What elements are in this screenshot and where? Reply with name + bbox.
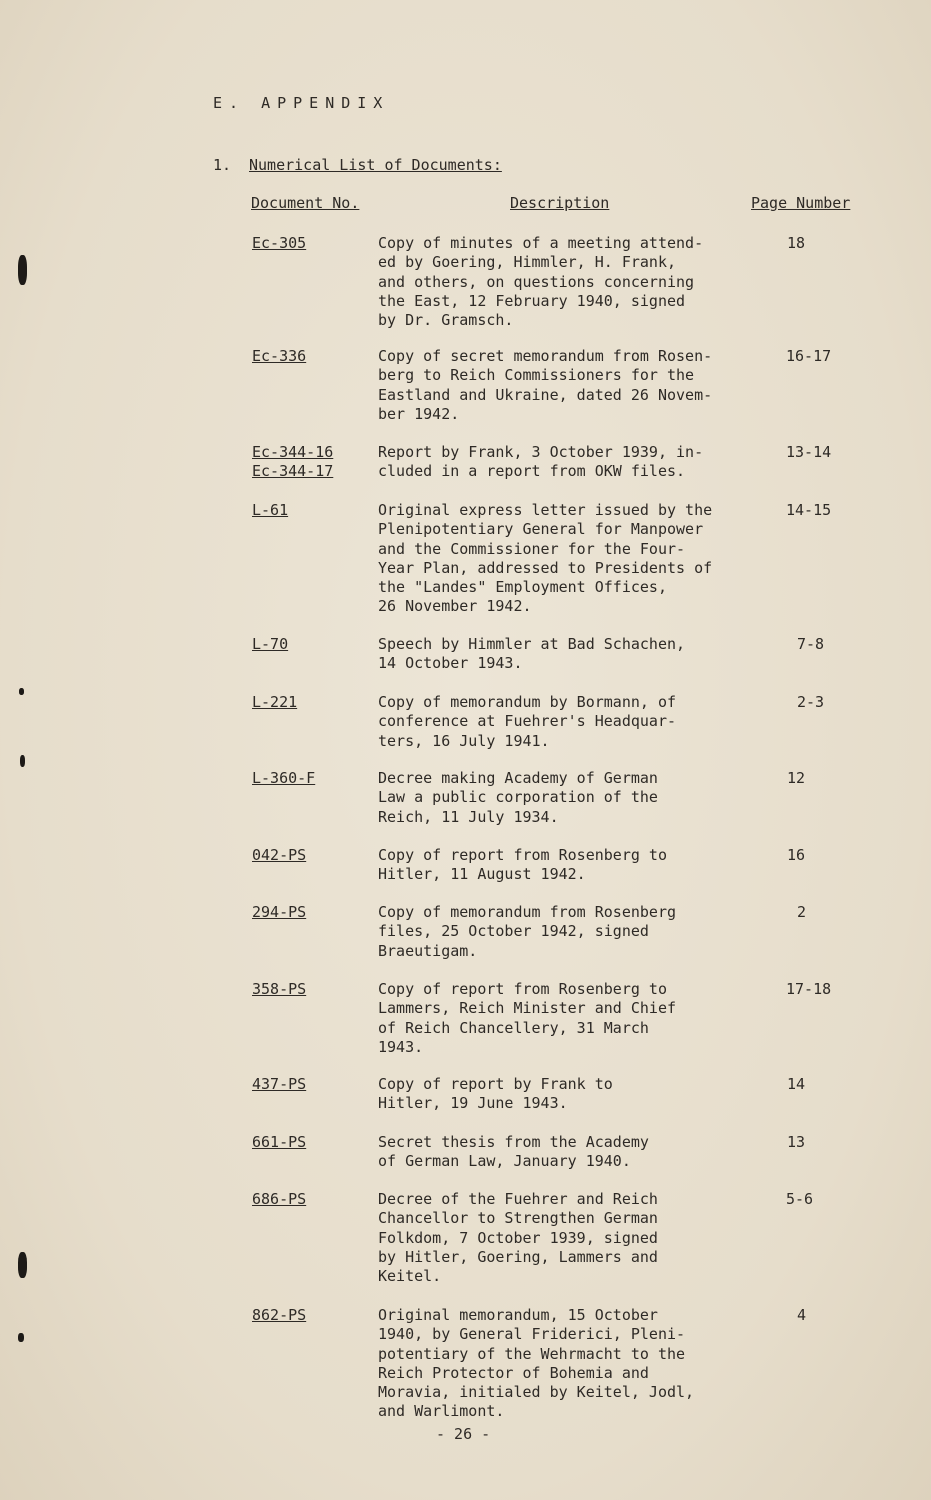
document-page-number: 7-8: [797, 635, 825, 653]
document-page-number: 12: [787, 769, 806, 787]
column-header-document-no: Document No.: [251, 194, 360, 212]
document-description: Report by Frank, 3 October 1939, in- cluded in a report from OKW files.: [378, 443, 704, 481]
document-page-number: 18: [787, 234, 806, 252]
document-page-number: 2: [797, 903, 807, 921]
document-description: Copy of minutes of a meeting attend- ed by Goering, Himmler, H. Frank, and others, on questions concerning the East, 12 February 1940, signed by Dr. Gramsch.: [378, 234, 704, 330]
document-page-number: 14-15: [786, 501, 832, 519]
document-description: Copy of secret memorandum from Rosen- berg to Reich Commissioners for the Eastland and Ukraine, dated 26 Novem- ber 1942.: [378, 347, 713, 423]
document-number: 358-PS: [252, 980, 307, 998]
document-page-number: 4: [797, 1306, 807, 1324]
document-number: 862-PS: [252, 1306, 307, 1324]
document-description: Copy of report by Frank to Hitler, 19 June 1943.: [378, 1075, 613, 1113]
list-heading: [213, 156, 502, 174]
binder-hole-mark: [19, 688, 24, 695]
document-description: Speech by Himmler at Bad Schachen, 14 October 1943.: [378, 635, 686, 673]
document-page-number: 13-14: [786, 443, 832, 461]
document-description: Original memorandum, 15 October 1940, by General Friderici, Pleni- potentiary of the Wehrmacht to the Reich Protector of Bohemia and Moravia, initialed by Keitel, Jodl, and Warlimont.: [378, 1306, 695, 1421]
document-number: Ec-344-16 Ec-344-17: [252, 443, 334, 481]
document-number: L-221: [252, 693, 298, 711]
document-number: L-61: [252, 501, 289, 519]
document-page-number: 14: [787, 1075, 806, 1093]
document-number: L-70: [252, 635, 289, 653]
binder-hole-mark: [20, 755, 25, 767]
document-page-number: 17-18: [786, 980, 832, 998]
document-page-number: 16: [787, 846, 806, 864]
document-number: Ec-305: [252, 234, 307, 252]
column-header-page-number: Page Number: [751, 194, 851, 212]
page-number-footer: - 26 -: [436, 1425, 491, 1443]
document-description: Decree of the Fuehrer and Reich Chancellor to Strengthen German Folkdom, 7 October 1939, signed by Hitler, Goering, Lammers and Keitel.: [378, 1190, 658, 1286]
binder-hole-mark: [18, 1333, 24, 1342]
document-description: Copy of report from Rosenberg to Hitler, 11 August 1942.: [378, 846, 667, 884]
document-description: Original express letter issued by the Plenipotentiary General for Manpower and the Commissioner for the Four- Year Plan, addressed to Presidents of the "Landes" Employment Offices, 26 November 1942.: [378, 501, 713, 616]
document-page-number: 5-6: [786, 1190, 814, 1208]
binder-hole-mark: [18, 1252, 27, 1278]
document-number: L-360-F: [252, 769, 316, 787]
list-number: 1.: [213, 156, 232, 174]
section-heading: E. APPENDIX: [213, 94, 390, 112]
list-title: Numerical List of Documents:: [249, 156, 502, 174]
binder-hole-mark: [18, 255, 27, 285]
document-number: 042-PS: [252, 846, 307, 864]
document-page-number: 2-3: [797, 693, 825, 711]
document-number: Ec-336: [252, 347, 307, 365]
document-number: 294-PS: [252, 903, 307, 921]
document-page-number: 13: [787, 1133, 806, 1151]
document-description: Copy of report from Rosenberg to Lammers, Reich Minister and Chief of Reich Chancellery, 31 March 1943.: [378, 980, 677, 1056]
document-number: 686-PS: [252, 1190, 307, 1208]
column-header-description: Description: [510, 194, 610, 212]
document-description: Copy of memorandum from Rosenberg files, 25 October 1942, signed Braeutigam.: [378, 903, 677, 960]
document-description: Copy of memorandum by Bormann, of conference at Fuehrer's Headquar- ters, 16 July 1941.: [378, 693, 677, 750]
document-page-number: 16-17: [786, 347, 832, 365]
document-number: 437-PS: [252, 1075, 307, 1093]
document-description: Secret thesis from the Academy of German Law, January 1940.: [378, 1133, 649, 1171]
document-number: 661-PS: [252, 1133, 307, 1151]
document-description: Decree making Academy of German Law a public corporation of the Reich, 11 July 1934.: [378, 769, 658, 826]
